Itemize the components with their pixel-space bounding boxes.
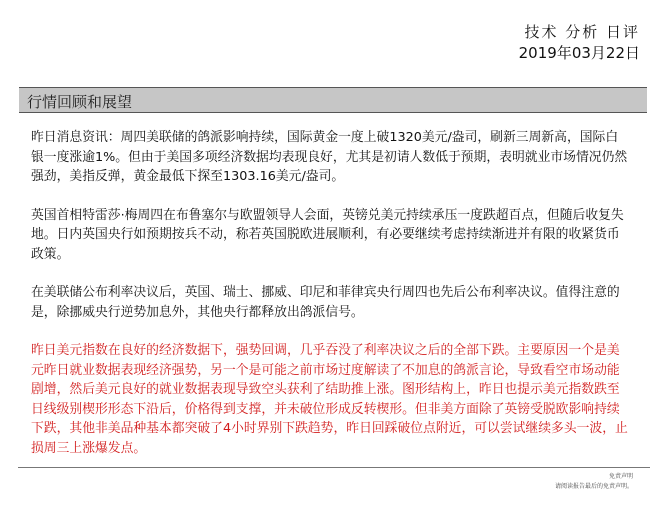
report-date: 2019年03月22日 [518,44,640,62]
section-title: 行情回顾和展望 [27,93,133,111]
paragraph-analysis: 昨日美元指数在良好的经济数据下，强势回调，几乎吞没了利率决议之后的全部下跌。主要原因一个是美元昨日就业数据表现经济强势，另一个是可能之前市场过度解读了不加息的鸽派言论，导致看空市场动能剧增，然后美元良好的就业数据表现导致空头获利了结助推上涨。图形结构上，昨日也提示美元指数跌至日线级别楔形形态下沿后，价格得到支撑，并未破位形成反转楔形。但非美方面除了英镑受脱欧影响持续下跌，其他非美品种基本都突破了4小时界别下跌趋势，昨日回踩破位点附近，可以尝试继续多头一波，止损周三上涨爆发点。 [31,343,628,456]
footer-divider [18,467,650,468]
paragraph-central-banks: 在美联储公布利率决议后，英国、瑞士、挪威、印尼和菲律宾央行周四也先后公布利率决议。值得注意的是，除挪威央行逆势加息外，其他央行都释放出鸽派信号。 [31,285,620,320]
report-header [519,22,640,64]
section-header-bar [19,87,647,113]
report-type: 技术 分析 日评 [524,23,640,41]
disclaimer-note: 请阅读报告最后的免责声明。 [554,483,633,490]
paragraph-news: 昨日消息资讯：周四美联储的鸽派影响持续，国际黄金一度上破1320美元/盎司，刷新三周新高，国际白银一度涨逾1%。但由于美国多项经济数据均表现良好，尤其是初请人数低于预期，表明就业市场情况仍然强劲，美指反弹，黄金最低下探至1303.16美元/盎司。 [31,130,628,184]
disclaimer-title: 免责声明 [608,473,633,480]
footer-disclaimer [555,472,633,492]
report-body [31,128,629,477]
paragraph-uk: 英国首相特雷莎·梅周四在布鲁塞尔与欧盟领导人会面，英镑兑美元持续承压一度跌超百点，但随后收复失地。日内英国央行如预期按兵不动，称若英国脱欧进展顺利，有必要继续考虑持续渐进并有限的收紧货币政策。 [31,207,624,262]
